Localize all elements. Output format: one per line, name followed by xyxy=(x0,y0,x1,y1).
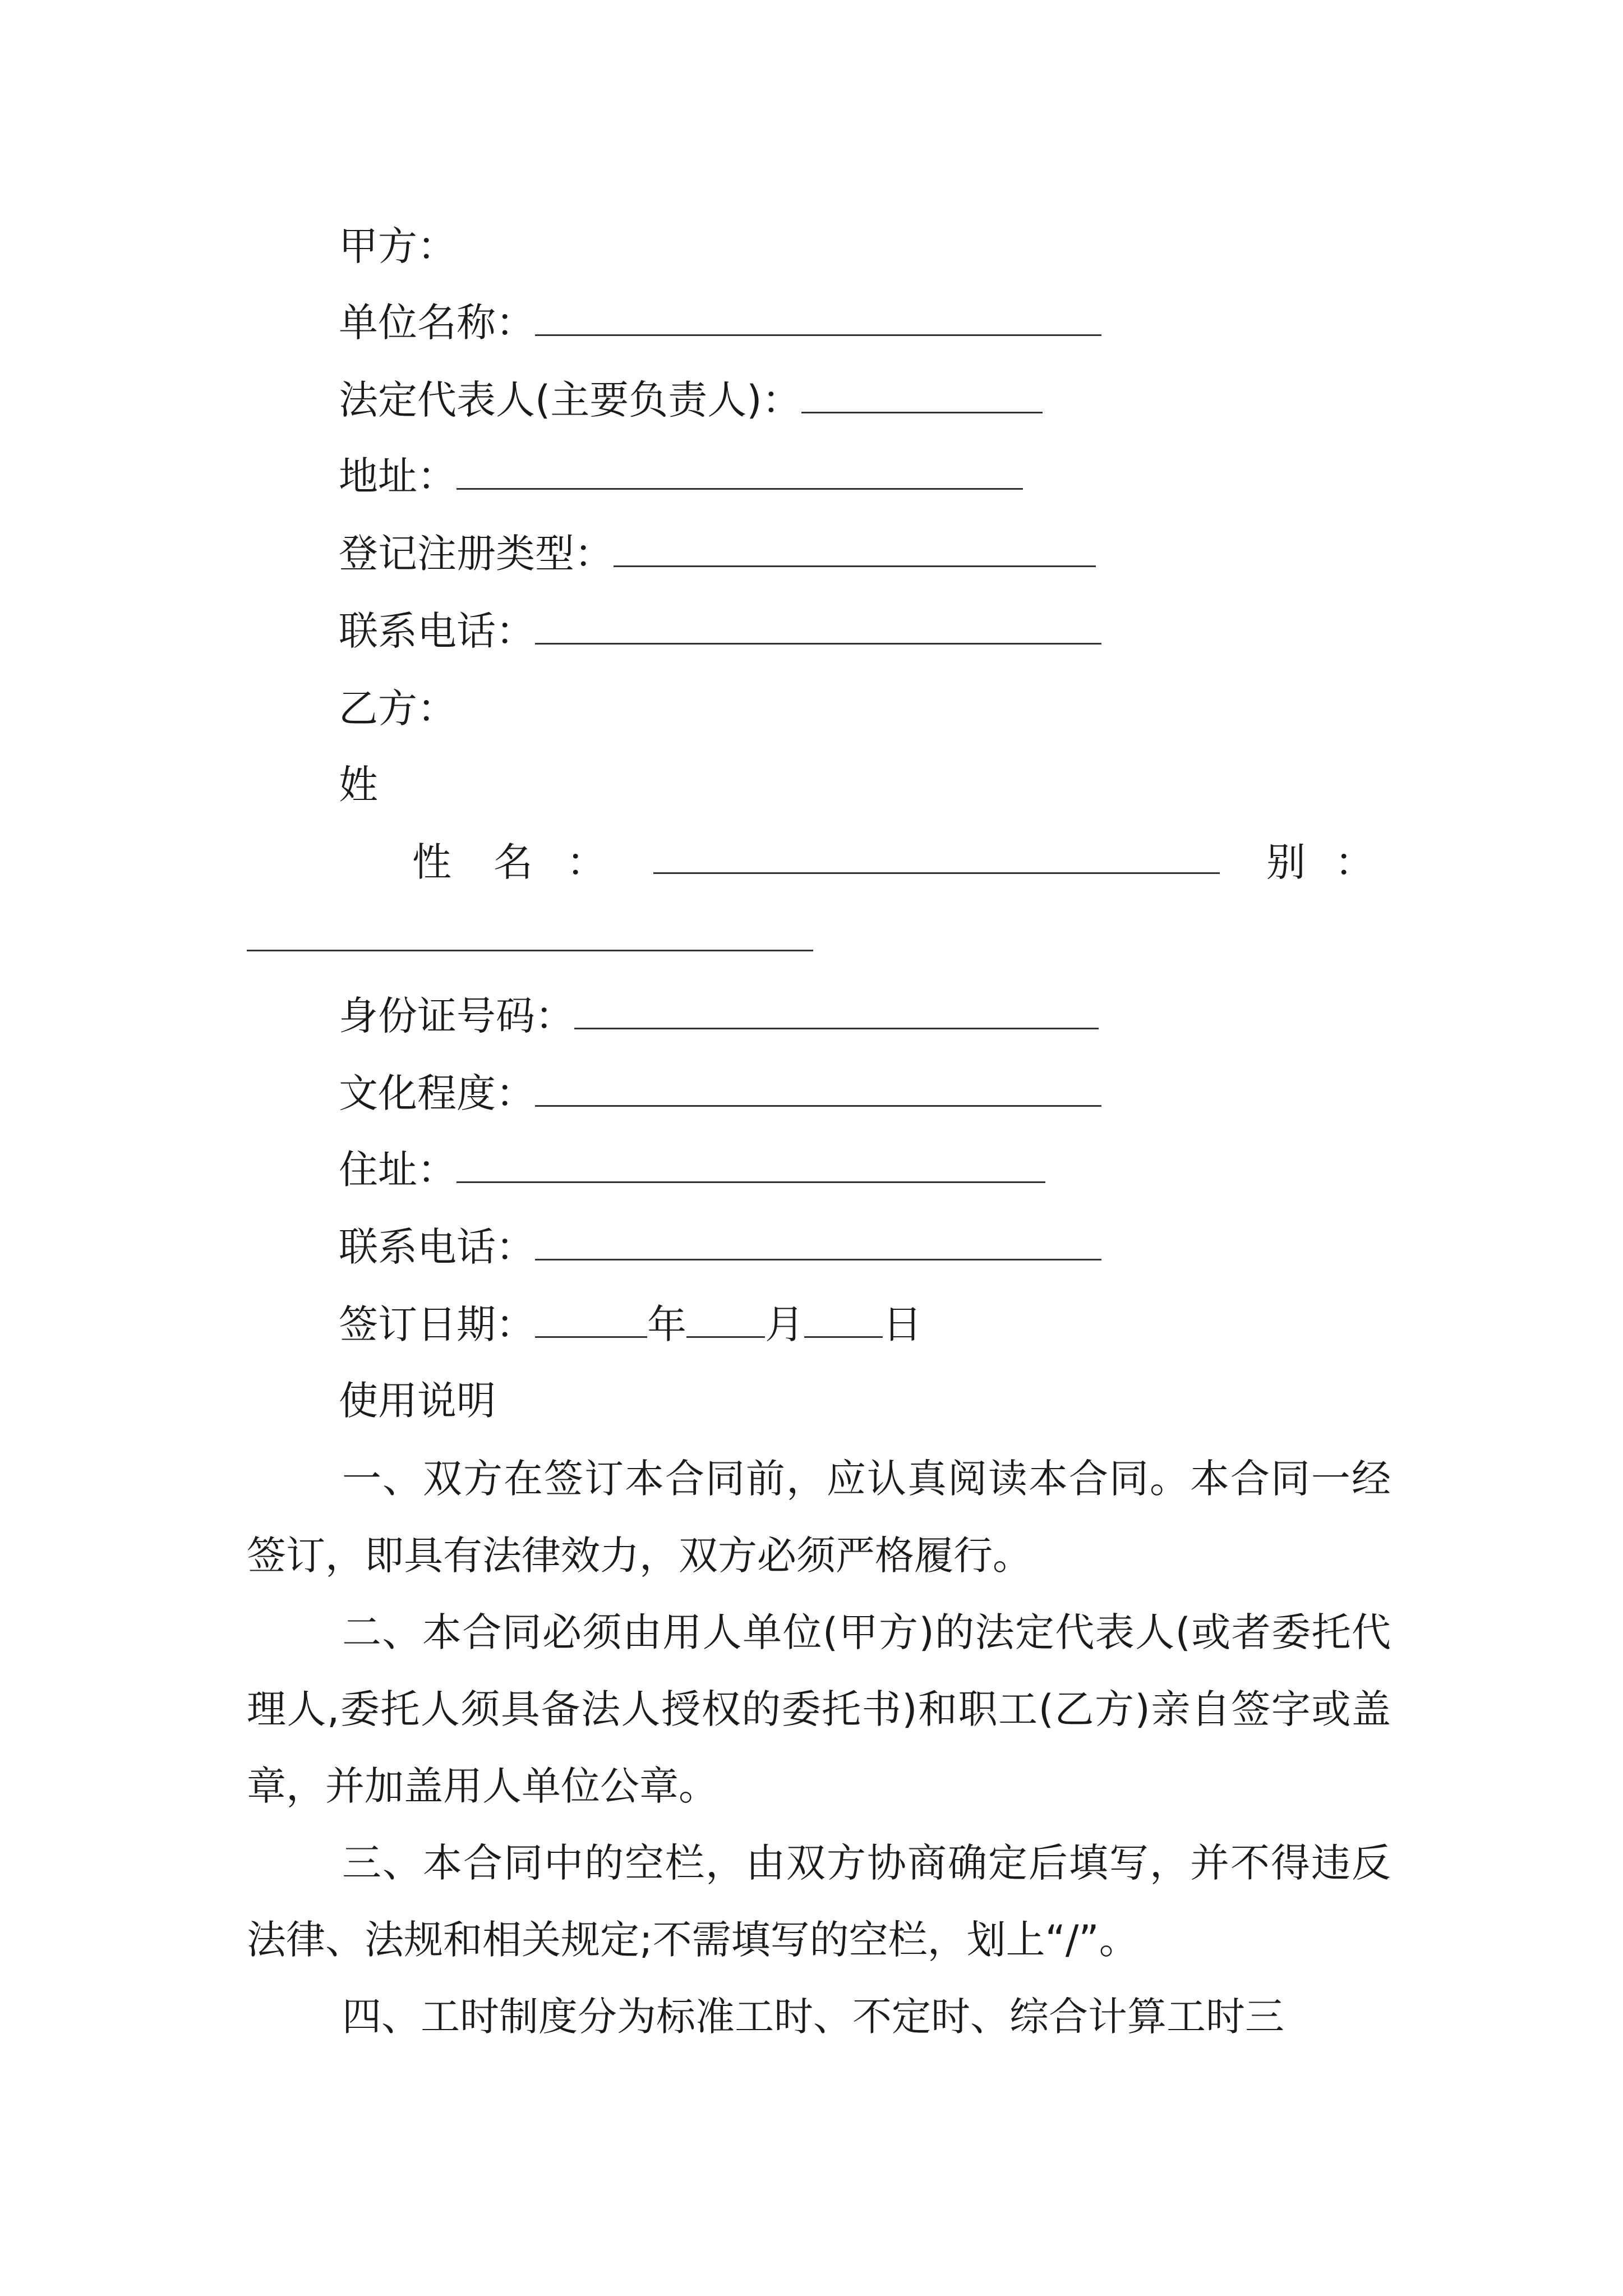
party-a-heading: 甲方： xyxy=(339,223,457,269)
legal-rep-blank[interactable] xyxy=(801,376,1043,413)
education-blank[interactable] xyxy=(535,1069,1101,1107)
residence-blank[interactable] xyxy=(457,1145,1045,1183)
signing-date-row xyxy=(339,1299,922,1350)
name-colon: ： xyxy=(566,839,606,885)
xing-char: 姓 xyxy=(339,762,378,808)
month-char: 月 xyxy=(765,1301,804,1347)
education-label: 文化程度： xyxy=(339,1070,535,1116)
address-label: 地址： xyxy=(339,453,457,499)
education-row xyxy=(339,1068,1101,1119)
instruction-paragraph-1: 一、双方在签订本合同前，应认真阅读本合同。本合同一经签订，即具有法律效力，双方必须严格履行。 xyxy=(247,1456,1391,1579)
reg-type-row xyxy=(339,528,1096,579)
party-a-phone-label: 联系电话： xyxy=(339,608,535,654)
instruction-paragraph-2: 二、本合同必须由用人单位(甲方)的法定代表人(或者委托代理人,委托人须具备法人授权的委托书)和职工(乙方)亲自签字或盖章，并加盖用人单位公章。 xyxy=(247,1609,1391,1809)
year-char: 年 xyxy=(647,1301,686,1347)
id-number-row xyxy=(339,991,1099,1041)
bie-colon: ： xyxy=(1335,839,1374,885)
name-blank[interactable] xyxy=(653,872,1220,874)
org-name-label: 单位名称： xyxy=(339,300,535,346)
day-char: 日 xyxy=(883,1301,922,1347)
org-name-row xyxy=(339,297,1101,348)
legal-rep-row xyxy=(339,375,1043,425)
instructions-title: 使用说明 xyxy=(339,1378,496,1424)
instruction-paragraph-4: 四、工时制度分为标准工时、不定时、综合计算工时三 xyxy=(342,1994,1284,2040)
month-blank[interactable] xyxy=(686,1300,765,1338)
instruction-paragraph-3: 三、本合同中的空栏，由双方协商确定后填写，并不得违反法律、法规和相关规定;不需填写的空栏，划上“/”。 xyxy=(247,1840,1391,1963)
reg-type-label: 登记注册类型： xyxy=(339,531,614,577)
party-b-phone-label: 联系电话： xyxy=(339,1224,535,1270)
day-blank[interactable] xyxy=(804,1300,883,1338)
name-label-1: 性 xyxy=(412,839,451,885)
address-blank[interactable] xyxy=(457,452,1023,490)
legal-rep-label: 法定代表人(主要负责人)： xyxy=(339,377,801,423)
residence-row xyxy=(339,1144,1045,1195)
id-number-label: 身份证号码： xyxy=(339,993,574,1039)
year-blank[interactable] xyxy=(535,1300,647,1338)
party-a-phone-blank[interactable] xyxy=(535,607,1101,645)
bie-char: 别 xyxy=(1266,839,1306,885)
party-a-phone-row xyxy=(339,606,1101,656)
party-b-phone-row xyxy=(339,1222,1101,1272)
residence-label: 住址： xyxy=(339,1147,457,1193)
party-b-phone-blank[interactable] xyxy=(535,1223,1101,1260)
name-label-2: 名 xyxy=(494,839,533,885)
org-name-blank[interactable] xyxy=(535,298,1101,336)
id-number-blank[interactable] xyxy=(574,992,1099,1029)
gender-blank[interactable] xyxy=(247,950,813,951)
reg-type-blank[interactable] xyxy=(614,530,1096,567)
signing-date-label: 签订日期： xyxy=(339,1301,535,1347)
party-b-heading: 乙方： xyxy=(339,685,457,731)
address-row xyxy=(339,451,1023,501)
